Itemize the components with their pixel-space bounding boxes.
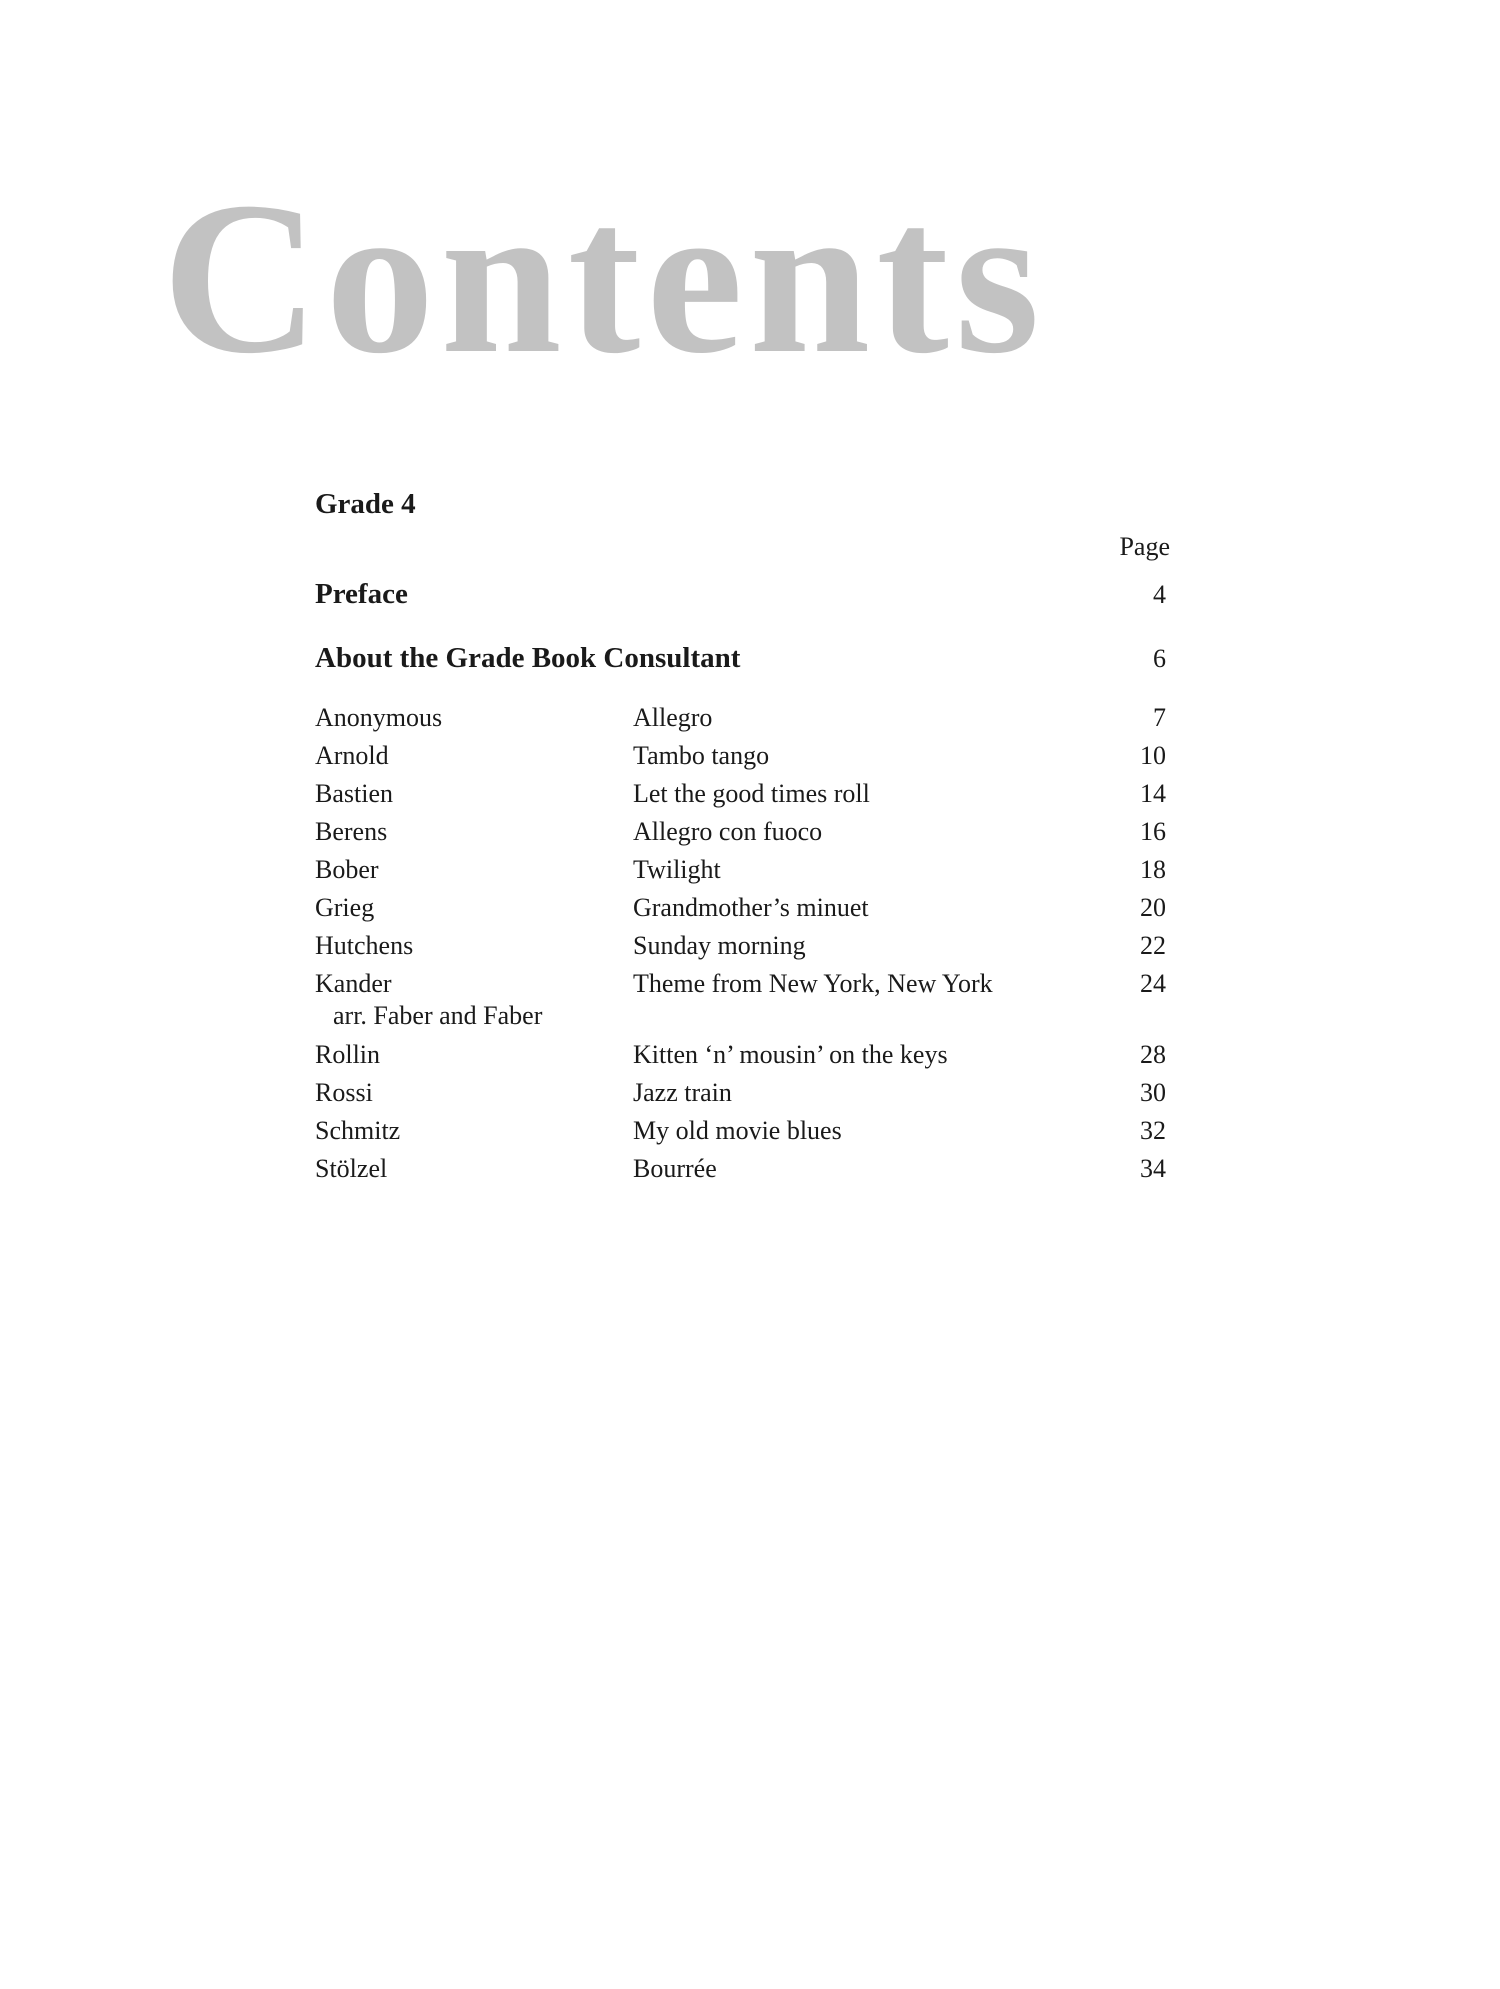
page-number: 30 bbox=[1140, 1078, 1166, 1107]
contents-entry[interactable] bbox=[315, 1153, 1166, 1191]
section-entry-preface[interactable] bbox=[315, 580, 1166, 609]
contents-entry[interactable] bbox=[315, 1115, 1166, 1153]
page-number: 32 bbox=[1140, 1116, 1166, 1145]
contents-entry[interactable] bbox=[315, 778, 1166, 816]
composer-name: Anonymous bbox=[315, 703, 443, 732]
composer-name: Bober bbox=[315, 855, 379, 884]
composer-name: Berens bbox=[315, 817, 388, 846]
piece-title: Jazz train bbox=[633, 1078, 732, 1107]
contents-entry[interactable] bbox=[315, 854, 1166, 892]
composer-name: Hutchens bbox=[315, 931, 414, 960]
page-number: 10 bbox=[1140, 741, 1166, 770]
page-number: 7 bbox=[1153, 703, 1166, 732]
page-column-label: Page bbox=[1119, 532, 1170, 561]
page-number: 20 bbox=[1140, 893, 1166, 922]
piece-title: Allegro con fuoco bbox=[633, 817, 823, 846]
composer-name: Kander bbox=[315, 969, 392, 998]
piece-title: Tambo tango bbox=[633, 741, 770, 770]
page-number: 34 bbox=[1140, 1154, 1166, 1183]
page-number: 18 bbox=[1140, 855, 1166, 884]
page-title: Contents bbox=[162, 158, 1046, 399]
piece-title: Theme from New York, New York bbox=[633, 969, 993, 998]
piece-title: Kitten ‘n’ mousin’ on the keys bbox=[633, 1040, 948, 1069]
piece-title: Grandmother’s minuet bbox=[633, 893, 869, 922]
page-number: 28 bbox=[1140, 1040, 1166, 1069]
composer-name: Stölzel bbox=[315, 1154, 388, 1183]
grade-heading: Grade 4 bbox=[315, 488, 416, 520]
piece-title: Twilight bbox=[633, 855, 721, 884]
section-label: Preface bbox=[315, 578, 408, 610]
section-page-number: 6 bbox=[1153, 644, 1166, 673]
composer-name: Rossi bbox=[315, 1078, 373, 1107]
page-number: 14 bbox=[1140, 779, 1166, 808]
composer-name: Rollin bbox=[315, 1040, 381, 1069]
section-label: About the Grade Book Consultant bbox=[315, 642, 741, 674]
piece-title: Bourrée bbox=[633, 1154, 717, 1183]
piece-title: My old movie blues bbox=[633, 1116, 842, 1145]
contents-entry[interactable] bbox=[315, 1039, 1166, 1077]
page-number: 16 bbox=[1140, 817, 1166, 846]
contents-entry[interactable] bbox=[315, 740, 1166, 778]
page-number: 24 bbox=[1140, 969, 1166, 998]
piece-title: Let the good times roll bbox=[633, 779, 870, 808]
piece-title: Sunday morning bbox=[633, 931, 806, 960]
contents-entry[interactable] bbox=[315, 702, 1166, 740]
page-number: 22 bbox=[1140, 931, 1166, 960]
section-page-number: 4 bbox=[1153, 580, 1166, 609]
piece-title: Allegro bbox=[633, 703, 713, 732]
arranger-name: arr. Faber and Faber bbox=[333, 1001, 543, 1030]
composer-name: Arnold bbox=[315, 741, 389, 770]
contents-list bbox=[315, 702, 1166, 1191]
composer-name: Grieg bbox=[315, 893, 375, 922]
composer-name: Schmitz bbox=[315, 1116, 401, 1145]
contents-entry[interactable] bbox=[315, 892, 1166, 930]
contents-entry[interactable] bbox=[315, 816, 1166, 854]
contents-entry[interactable] bbox=[315, 930, 1166, 968]
composer-name: Bastien bbox=[315, 779, 393, 808]
contents-entry[interactable] bbox=[315, 1077, 1166, 1115]
section-entry-consultant[interactable] bbox=[315, 644, 1166, 673]
contents-entry[interactable] bbox=[315, 968, 1166, 1039]
